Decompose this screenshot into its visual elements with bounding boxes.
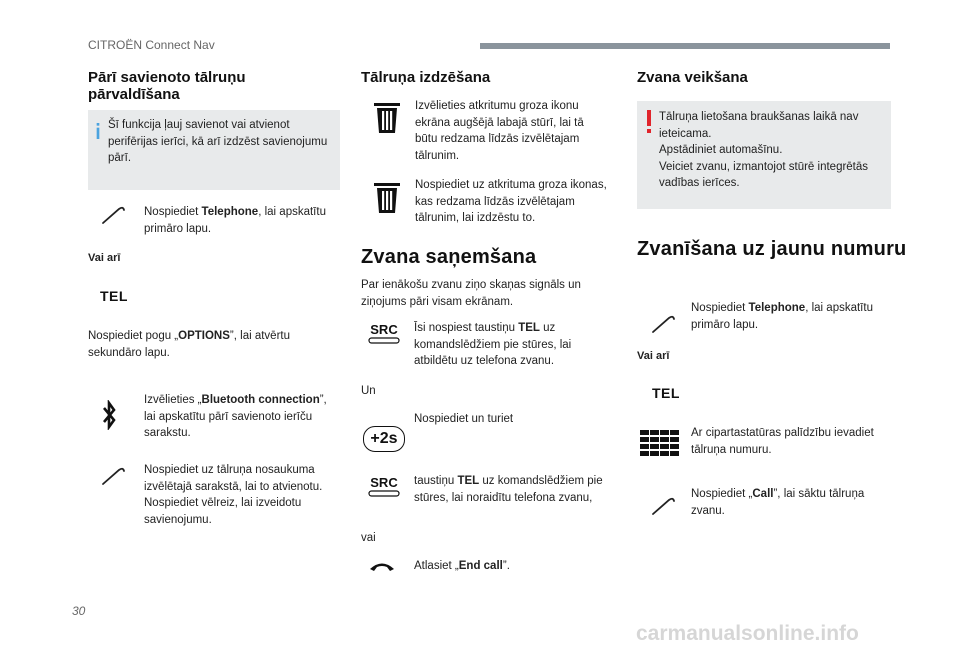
section-title-delete-phone: Tālruņa izdzēšana (361, 69, 491, 86)
or-label: Vai arī (637, 350, 670, 362)
or-label: Vai arī (88, 252, 121, 264)
touch-icon (100, 205, 126, 225)
end-call-icon (368, 560, 396, 572)
src-key-icon (366, 322, 402, 345)
step-hold: Nospiediet un turiet (414, 413, 514, 425)
watermark: carmanualsonline.info (636, 622, 859, 645)
step-telephone: Nospiediet Telephone, lai apskatītu primāro lapu. (691, 302, 873, 331)
step-reject: taustiņu TEL uz komandslēdžiem pie stūres, lai noraidītu telefona zvanu, (414, 475, 603, 504)
section-title-new-number: Zvanīšana uz jaunu numuru (637, 238, 907, 260)
src-label: SRC (370, 322, 398, 337)
src-key-outline-icon (366, 490, 402, 498)
or-label: vai (361, 532, 376, 544)
step-keypad: Ar cipartastatūras palīdzību ievadiet tālruņa numuru. (691, 427, 874, 456)
info-box (88, 110, 340, 190)
receive-intro: Par ienākošu zvanu ziņo skaņas signāls un ziņojums pāri visam ekrānam. (361, 279, 581, 308)
step-call: Nospiediet „Call”, lai sāktu tālruņa zvanu. (691, 488, 865, 517)
info-icon (96, 120, 100, 142)
warning-box (637, 101, 891, 209)
step-answer: Īsi nospiest taustiņu TEL uz komandslēdžiem pie stūres, lai atbildētu uz telefona zvanu. (414, 322, 572, 367)
warning-icon (646, 110, 652, 134)
and-label: Un (361, 385, 376, 397)
info-text: Šī funkcija ļauj savienot vai atvienot perifērijas ierīci, kā arī izdzēst savienojumu pārī. (108, 119, 328, 164)
bluetooth-icon (102, 400, 116, 430)
step-end-call: Atlasiet „End call”. (414, 560, 510, 572)
tel-key-label: TEL (100, 288, 128, 304)
running-header: CITROËN Connect Nav (88, 38, 215, 52)
section-title-paired-phones: Pārī savienoto tālruņu pārvaldīšana (88, 69, 246, 103)
step-telephone: Nospiediet Telephone, lai apskatītu primāro lapu. (144, 206, 326, 235)
page-number: 30 (72, 604, 86, 618)
keypad-icon (640, 430, 680, 456)
touch-icon (650, 314, 676, 334)
touch-icon (650, 496, 676, 516)
section-title-make-call: Zvana veikšana (637, 69, 748, 86)
touch-icon (100, 466, 126, 486)
step-trash-delete: Nospiediet uz atkrituma groza ikonas, kas redzama līdzās izvēlētajam tālrunim, lai izdzēstu to. (415, 179, 607, 224)
hold-2s-icon: +2s (363, 426, 405, 452)
step-trash-select: Izvēlieties atkritumu groza ikonu ekrāna augšējā labajā stūrī, lai tā būtu redzama līdzās izvēlētajam tālrunim. (415, 100, 584, 162)
header-bar (480, 43, 890, 49)
step-bluetooth: Izvēlieties „Bluetooth connection”, lai apskatītu pārī savienoto ierīču sarakstu. (144, 394, 327, 439)
src-key-icon (366, 475, 402, 498)
tel-key-label: TEL (652, 385, 680, 401)
section-title-receive-call: Zvana saņemšana (361, 246, 537, 268)
trash-icon (372, 102, 402, 134)
step-phone-name: Nospiediet uz tālruņa nosaukuma izvēlētajā sarakstā, lai to atvienotu. Nospiediet vēlreiz, lai izveidotu savienojumu. (144, 464, 323, 526)
src-label: SRC (370, 475, 398, 490)
src-key-outline-icon (366, 337, 402, 345)
trash-icon (372, 182, 402, 214)
step-options: Nospiediet pogu „OPTIONS”, lai atvērtu sekundāro lapu. (88, 330, 290, 359)
warning-text: Tālruņa lietošana braukšanas laikā nav ieteicama. Apstādiniet automašīnu. Veiciet zvanu, izmantojot stūrē integrētās vadības ierīces. (659, 111, 869, 189)
